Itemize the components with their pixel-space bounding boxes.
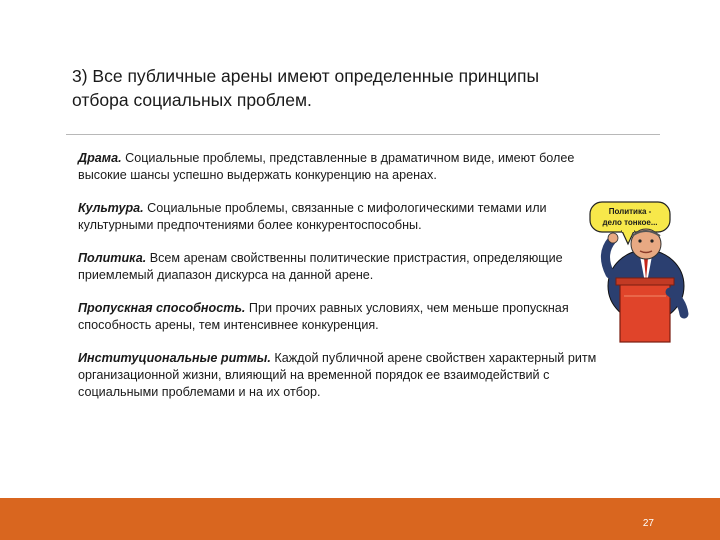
term-culture: Культура. — [78, 201, 144, 215]
paragraph-politics — [78, 250, 598, 284]
term-politics: Политика. — [78, 251, 147, 265]
content-body — [78, 150, 598, 417]
slide-title-line-2: отбора социальных проблем. — [72, 90, 312, 110]
term-rhythms: Институциональные ритмы. — [78, 351, 271, 365]
text-rhythms: Каждой публичной арене свойствен характерный ритм организационной жизни, влияющий на временной порядок ее взаимодействий с социальными проблемами и на их отбор. — [78, 351, 597, 399]
footer-bar — [0, 498, 720, 540]
text-culture: Социальные проблемы, связанные с мифологическими темами или культурными предпочтениями более конкурентоспособны. — [78, 201, 547, 232]
speech-bubble-line-1: Политика - — [608, 207, 652, 216]
slide-title-line-1: 3) Все публичные арены имеют определенные принципы — [72, 66, 540, 86]
paragraph-capacity — [78, 300, 598, 334]
term-drama: Драма. — [78, 151, 122, 165]
slide-title — [72, 64, 672, 112]
term-capacity: Пропускная способность. — [78, 301, 246, 315]
title-divider — [66, 134, 660, 135]
speech-bubble-line-2: дело тонкое... — [602, 218, 658, 227]
text-capacity: При прочих равных условиях, чем меньше пропускная способность арены, тем интенсивнее конкуренция. — [78, 301, 569, 332]
page-number: 27 — [642, 518, 654, 529]
text-politics: Всем аренам свойственны политические пристрастия, определяющие приемлемый диапазон дискурса на данной арене. — [78, 251, 563, 282]
red-podium — [616, 278, 674, 342]
paragraph-culture — [78, 200, 598, 234]
paragraph-rhythms — [78, 350, 598, 401]
paragraph-drama — [78, 150, 598, 184]
text-drama: Социальные проблемы, представленные в драматичном виде, имеют более высокие шансы успешно выдержать конкуренцию на аренах. — [78, 151, 575, 182]
politician-illustration — [582, 196, 706, 346]
